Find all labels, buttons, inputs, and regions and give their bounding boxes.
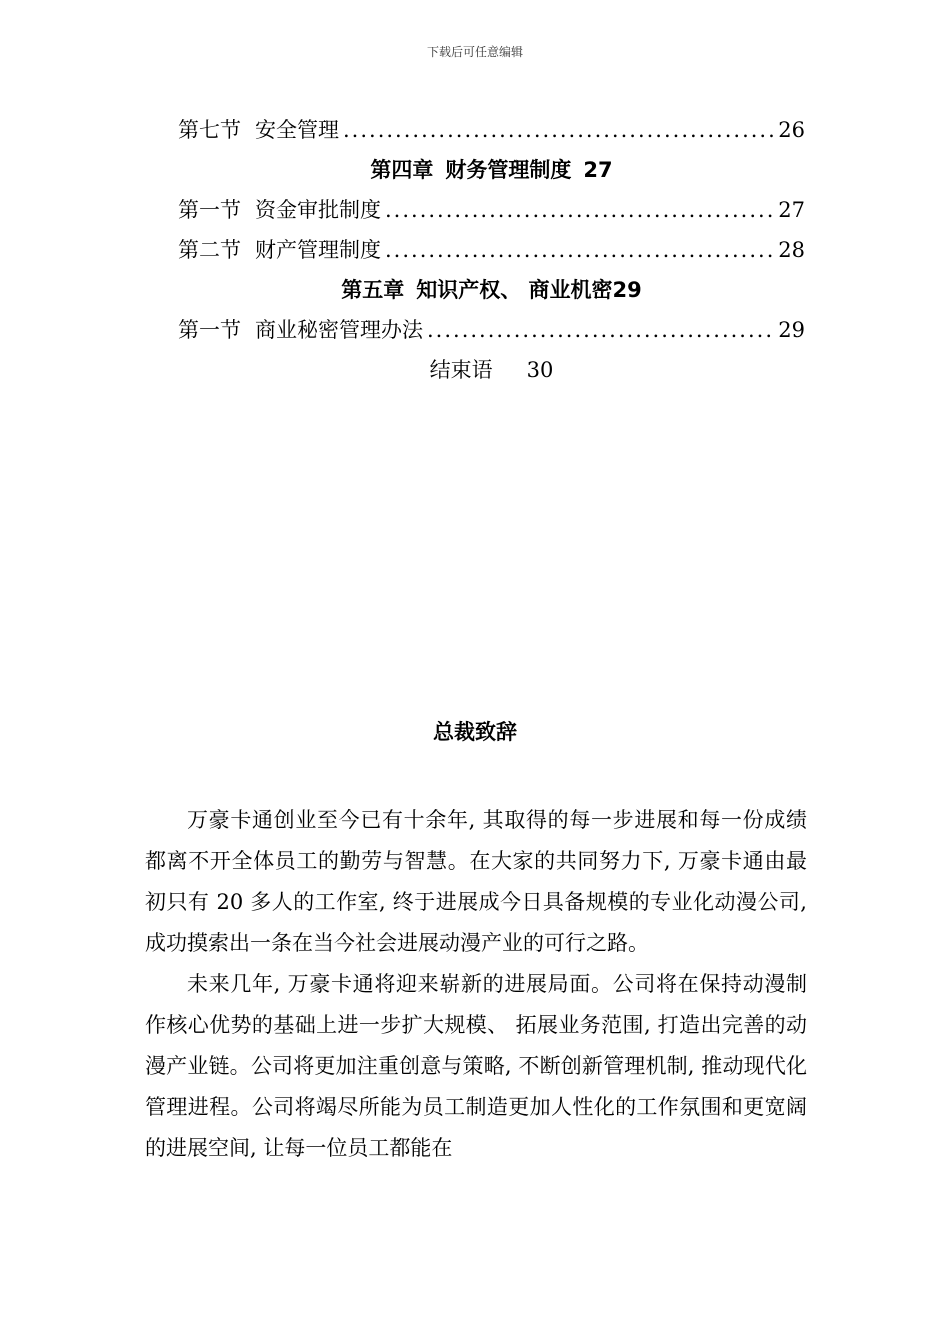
- toc-section-number: 第二节: [178, 238, 241, 262]
- toc-ending-title: 结束语: [429, 358, 493, 382]
- toc-section-number: 第一节: [178, 198, 241, 222]
- toc-chapter-intellectual-property[interactable]: [178, 270, 805, 310]
- toc-leader-dots: [427, 310, 774, 350]
- president-letter-title: 总裁致辞: [433, 720, 517, 744]
- toc-section-title: 商业秘密管理办法: [255, 318, 423, 342]
- letter-paragraph: 未来几年, 万豪卡通将迎来崭新的进展局面。公司将在保持动漫制作核心优势的基础上进一步扩大规模、 拓展业务范围, 打造出完善的动漫产业链。公司将更加注重创意与策略, 不断创新管理机制, 推动现代化管理进程。公司将竭尽所能为员工制造更加人性化的工作氛围和更宽阔的进展空间, 让每一位员工都能在: [145, 972, 807, 1160]
- toc-entry-safety-management[interactable]: [178, 110, 805, 150]
- toc-entry-fund-approval[interactable]: [178, 190, 805, 230]
- toc-chapter-number: 第四章: [370, 158, 434, 182]
- toc-chapter-finance[interactable]: [178, 150, 805, 190]
- toc-page-number: 29: [778, 318, 805, 342]
- toc-page-number: 29: [612, 278, 642, 302]
- toc-page-number: 27: [778, 198, 805, 222]
- toc-leader-dots: [385, 230, 774, 270]
- toc-leader-dots: [343, 110, 774, 150]
- toc-page-number: 27: [583, 158, 613, 182]
- letter-paragraph: 万豪卡通创业至今已有十余年, 其取得的每一步进展和每一份成绩都离不开全体员工的勤劳与智慧。在大家的共同努力下, 万豪卡通由最初只有 20 多人的工作室, 终于进展成今日具备规模的专业化动漫公司, 成功摸索出一条在当今社会进展动漫产业的可行之路。: [145, 808, 807, 955]
- toc-entry-conclusion[interactable]: [178, 350, 805, 390]
- toc-chapter-title: 知识产权、 商业机密: [416, 278, 613, 302]
- table-of-contents: [178, 110, 805, 390]
- president-letter-body: [145, 800, 807, 1169]
- toc-section-number: 第一节: [178, 318, 241, 342]
- toc-entry-trade-secret[interactable]: [178, 310, 805, 350]
- toc-section-number: 第七节: [178, 118, 241, 142]
- toc-page-number: 26: [778, 118, 805, 142]
- page-header-note: 下载后可任意编辑: [426, 45, 523, 59]
- toc-section-title: 安全管理: [255, 118, 339, 142]
- toc-leader-dots: [385, 190, 774, 230]
- toc-chapter-title: 财务管理制度: [445, 158, 572, 182]
- toc-page-number: 30: [526, 358, 554, 382]
- toc-section-title: 资金审批制度: [255, 198, 381, 222]
- toc-chapter-number: 第五章: [341, 278, 405, 302]
- toc-entry-property-management[interactable]: [178, 230, 805, 270]
- toc-page-number: 28: [778, 238, 805, 262]
- toc-section-title: 财产管理制度: [255, 238, 381, 262]
